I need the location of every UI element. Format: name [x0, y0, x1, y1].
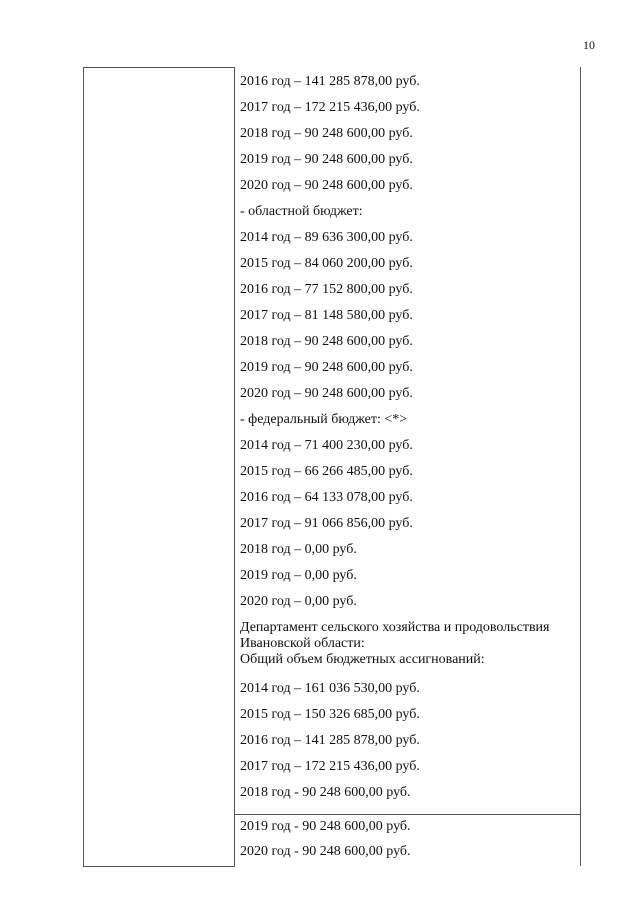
budget-line: 2019 год - 90 248 600,00 руб. — [240, 819, 411, 834]
page-number: 10 — [583, 38, 595, 52]
budget-line: 2015 год – 66 266 485,00 руб. — [240, 464, 413, 479]
budget-line: 2018 год – 90 248 600,00 руб. — [240, 334, 413, 349]
budget-line: 2017 год – 91 066 856,00 руб. — [240, 516, 413, 531]
budget-line: 2017 год – 172 215 436,00 руб. — [240, 759, 420, 774]
budget-line: 2014 год – 89 636 300,00 руб. — [240, 230, 413, 245]
budget-line: 2018 год – 90 248 600,00 руб. — [240, 126, 413, 141]
budget-line: 2019 год – 90 248 600,00 руб. — [240, 152, 413, 167]
budget-line: 2018 год - 90 248 600,00 руб. — [240, 785, 411, 800]
empty-left-cell — [83, 67, 235, 867]
department-name: Департамент сельского хозяйства и продовольствия — [240, 620, 550, 635]
section-heading: - федеральный бюджет: <*> — [240, 412, 408, 427]
budget-line: 2020 год – 0,00 руб. — [240, 594, 357, 609]
budget-line: 2015 год – 150 326 685,00 руб. — [240, 707, 420, 722]
budget-line: 2017 год – 81 148 580,00 руб. — [240, 308, 413, 323]
table-right-border — [580, 67, 581, 866]
budget-line: 2020 год - 90 248 600,00 руб. — [240, 844, 411, 859]
budget-line: 2018 год – 0,00 руб. — [240, 542, 357, 557]
budget-line: 2020 год – 90 248 600,00 руб. — [240, 386, 413, 401]
row-divider — [234, 814, 581, 815]
budget-line: 2020 год – 90 248 600,00 руб. — [240, 178, 413, 193]
budget-line: 2016 год – 64 133 078,00 руб. — [240, 490, 413, 505]
budget-line: 2017 год – 172 215 436,00 руб. — [240, 100, 420, 115]
budget-line: 2015 год – 84 060 200,00 руб. — [240, 256, 413, 271]
budget-line: 2016 год – 77 152 800,00 руб. — [240, 282, 413, 297]
budget-line: 2019 год – 0,00 руб. — [240, 568, 357, 583]
budget-line: 2014 год – 161 036 530,00 руб. — [240, 681, 420, 696]
section-heading: Общий объем бюджетных ассигнований: — [240, 652, 485, 667]
budget-line: 2016 год – 141 285 878,00 руб. — [240, 733, 420, 748]
section-heading: - областной бюджет: — [240, 204, 363, 219]
budget-line: 2016 год – 141 285 878,00 руб. — [240, 74, 420, 89]
budget-table — [83, 67, 581, 866]
budget-line: 2019 год – 90 248 600,00 руб. — [240, 360, 413, 375]
budget-line: 2014 год – 71 400 230,00 руб. — [240, 438, 413, 453]
department-region: Ивановской области: — [240, 636, 365, 651]
